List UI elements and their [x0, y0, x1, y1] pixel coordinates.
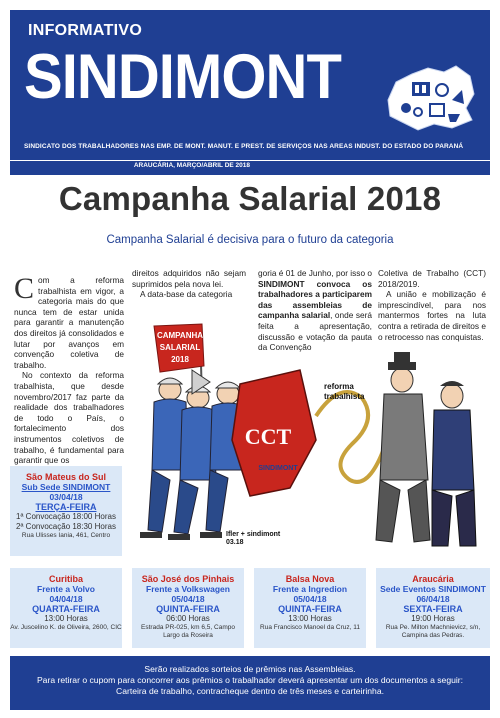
caption-line: trabalhista [324, 392, 365, 401]
event-time: 06:00 Horas [166, 614, 210, 623]
event-date: 06/04/18 [416, 594, 450, 604]
paragraph: No contexto da reforma trabalhista, que desde novembro/2017 faz parte da realidade dos trabalhadores de todo o País, o fortalecimento dos instrumentos coletivos de trabalho, é fundamental para garantir que os [14, 370, 124, 466]
masthead-subline: SINDICATO DOS TRABALHADORES NAS EMP. DE MONT. MANUT. E PREST. DE SERVIÇOS NAS AREAS INDUST. DO ESTADO DO PARANÁ [24, 143, 464, 150]
event-address: Estrada PR-025, km 6,5, Campo Largo da Roseira [141, 624, 235, 639]
event-date: 05/04/18 [293, 594, 327, 604]
paragraph: Coletiva de Trabalho (CCT) 2018/2019. [378, 268, 486, 289]
event-date: 04/04/18 [49, 594, 83, 604]
workers-group [140, 378, 246, 540]
event-city: São Mateus do Sul [25, 472, 106, 482]
event-araucaria [376, 568, 490, 648]
parana-map-icon [382, 60, 478, 136]
paragraph: direitos adquiridos não sejam suprimidos pela nova lei. [132, 268, 246, 289]
event-date: 03/04/18 [49, 492, 83, 502]
event-curitiba [10, 568, 122, 648]
event-place: Frente a Volkswagen [146, 584, 230, 594]
footer-line: Serão realizados sorteios de prêmios nas Assembleias. [144, 664, 356, 674]
cct-shield [232, 370, 316, 496]
paragraph: A data-base da categoria [140, 289, 233, 300]
event-day: QUINTA-FEIRA [156, 604, 220, 614]
event-day: SEXTA-FEIRA [403, 604, 463, 614]
paragraph: A união e mobilização é imprescindível, para nos mantermos fortes na luta contra a retirada de direitos e o retrocesso nas conquistas. [378, 289, 486, 342]
dateline: ARAUCÁRIA, MARÇO/ABRIL DE 2018 [10, 161, 490, 175]
cartoon-drawing [140, 320, 490, 570]
event-address: Rua Pe. Milton Machnievicz, s/n, Campina das Pedras. [385, 624, 481, 639]
article-column-1 [14, 272, 124, 466]
footer-line: Carteira de trabalho, contracheque dentro de três meses e carteirinha. [116, 686, 384, 696]
caption-reform [324, 382, 364, 402]
event-place: Sede Eventos SINDIMONT [380, 584, 486, 594]
event-city: São José dos Pinhais [141, 574, 235, 584]
flag-text-3: 2018 [171, 355, 189, 364]
event-second-call: 2ª Convocação 18:30 Horas [16, 522, 116, 531]
masthead [10, 10, 490, 160]
businessmen-group [376, 352, 476, 546]
caption-line: 03.18 [226, 539, 244, 546]
caption-line: Ifler + sindimont [226, 531, 281, 538]
masthead-brand: SINDIMONT [24, 42, 341, 112]
shield-badge: SINDIMONT [258, 465, 298, 472]
event-city: Balsa Nova [285, 574, 335, 584]
event-time: 13:00 Horas [288, 614, 332, 623]
text-run: , onde será feita a apresentação, discussão e votação da pauta da Convenção [258, 310, 372, 353]
event-sao-mateus [10, 466, 122, 556]
event-place: Frente a Ingredion [272, 584, 348, 594]
event-first-call: 1ª Convocação 18:00 Horas [16, 512, 116, 521]
event-address: Av. Juscelino K. de Oliveira, 2600, CIC [10, 624, 122, 631]
footer-notice [10, 656, 490, 710]
caption-signature [226, 531, 280, 547]
dropcap: C [14, 272, 35, 305]
event-place: Sub Sede SINDIMONT [21, 482, 111, 492]
event-city: Curitiba [48, 574, 83, 584]
event-time: 13:00 Horas [44, 614, 88, 623]
article-column-2 [132, 268, 246, 300]
shield-text: CCT [244, 424, 292, 449]
text-run-bold: SINDIMONT convoca os trabalhadores a participarem das assembleias de campanha salarial [258, 278, 372, 321]
headline: Campanha Salarial 2018 [58, 180, 442, 217]
event-balsa-nova [254, 568, 366, 648]
subheadline: Campanha Salarial é decisiva para o futuro da categoria [106, 234, 394, 246]
event-day: QUARTA-FEIRA [32, 604, 100, 614]
flag-text-2: SALARIAL [159, 343, 201, 352]
cartoon-illustration [140, 320, 490, 570]
paragraph: om a reforma trabalhista em vigor, a categoria mais do que nunca tem de estar unida para garantir a manutenção dos direitos já consolidados e lutar por avanços em convenção coletiva de trabalho. [14, 275, 124, 370]
event-address: Rua Ulisses Iania, 461, Centro [21, 532, 111, 539]
flag-text-1: CAMPANHA [156, 331, 204, 340]
event-day: TERÇA-FEIRA [35, 502, 97, 512]
event-sao-jose [132, 568, 244, 648]
masthead-kicker: INFORMATIVO [28, 22, 143, 39]
event-time: 19:00 Horas [411, 614, 455, 623]
event-date: 05/04/18 [171, 594, 205, 604]
event-day: QUINTA-FEIRA [278, 604, 342, 614]
event-city: Araucária [412, 574, 454, 584]
footer-line: Para retirar o cupom para concorrer aos prêmios o trabalhador deverá apresentar um dos documentos a seguir: [36, 675, 464, 685]
event-address: Rua Francisco Manoel da Cruz, 11 [260, 624, 360, 631]
caption-line: reforma [324, 382, 354, 391]
event-place: Frente a Volvo [37, 584, 95, 594]
text-run: goria é 01 de Junho, por isso o [258, 268, 372, 278]
